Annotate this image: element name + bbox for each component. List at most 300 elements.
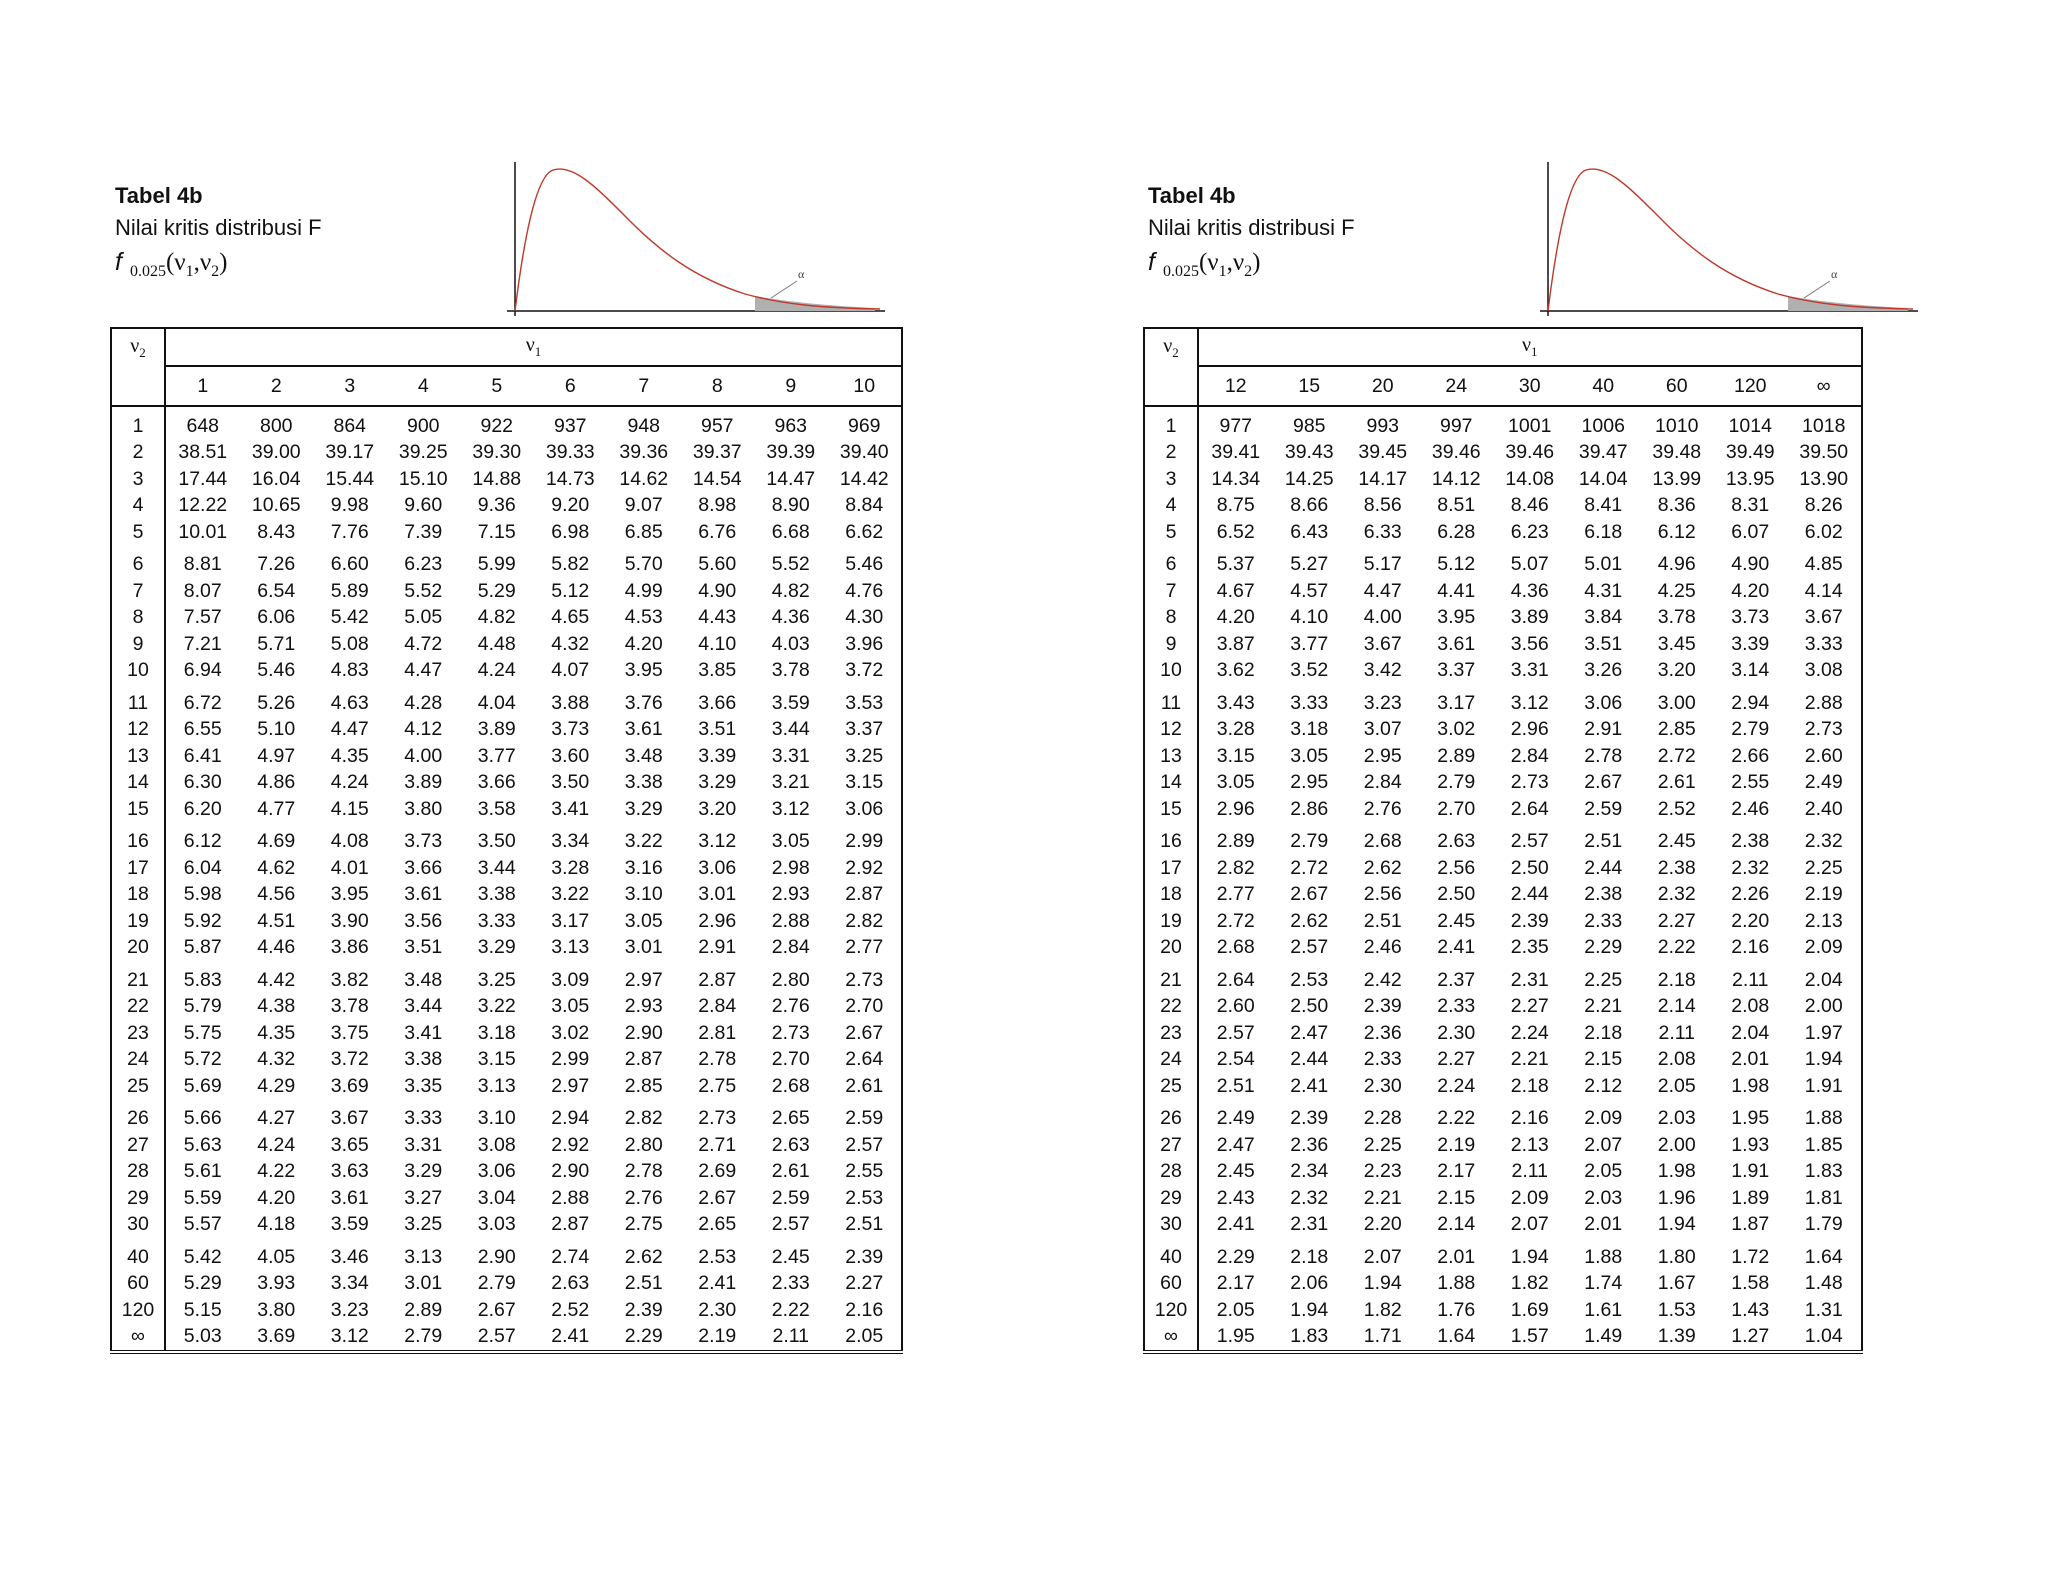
row-header-v2: 20 — [111, 935, 165, 962]
critical-value-cell: 1.58 — [1731, 1272, 1770, 1295]
critical-value-cell: 3.17 — [551, 909, 590, 932]
critical-value-cell: 8.75 — [1216, 494, 1255, 517]
critical-value-cell: 993 — [1366, 414, 1400, 437]
critical-value-cell: 3.15 — [477, 1048, 516, 1071]
critical-value-cell: 1.49 — [1567, 1324, 1641, 1353]
table-row — [111, 743, 902, 770]
critical-value-cell: 4.77 — [257, 797, 296, 820]
row-header-v2: 6 — [1144, 546, 1198, 579]
column-header: 2 — [240, 366, 314, 406]
critical-value-cell: 2.90 — [477, 1245, 516, 1268]
critical-value-cell: 2.05 — [1584, 1160, 1623, 1183]
table-row — [111, 1324, 902, 1353]
critical-value-cell: 6.28 — [1437, 520, 1476, 543]
critical-value-cell: 7.26 — [257, 553, 296, 576]
critical-value-cell: 2.44 — [1510, 883, 1549, 906]
critical-value-cell: 3.02 — [551, 1021, 590, 1044]
critical-value-cell: 3.35 — [404, 1074, 443, 1097]
critical-value-cell: 2.39 — [1510, 909, 1549, 932]
row-header-v2: 27 — [1144, 1132, 1198, 1159]
critical-value-cell: 2.68 — [1216, 936, 1255, 959]
critical-value-cell: 2.72 — [1290, 856, 1329, 879]
critical-value-cell: 2.18 — [1290, 1245, 1329, 1268]
critical-value-cell: 2.79 — [1290, 830, 1329, 853]
row-header-v2: 18 — [111, 882, 165, 909]
critical-value-cell: 3.62 — [1216, 659, 1255, 682]
critical-value-cell: 3.60 — [551, 744, 590, 767]
critical-value-cell: 6.18 — [1584, 520, 1623, 543]
critical-value-cell: 3.38 — [477, 883, 516, 906]
critical-value-cell: 39.17 — [325, 441, 375, 464]
critical-value-cell: 5.82 — [551, 553, 590, 576]
row-header-v2: 3 — [1144, 466, 1198, 493]
critical-value-cell: 2.57 — [460, 1324, 534, 1353]
critical-value-cell: 3.18 — [1290, 718, 1329, 741]
v1-header: $\nu_1$ — [1198, 328, 1862, 366]
critical-value-cell: 2.87 — [624, 1048, 663, 1071]
critical-value-cell: 4.65 — [551, 606, 590, 629]
critical-value-cell: 2.45 — [771, 1245, 810, 1268]
critical-value-cell: 3.82 — [330, 968, 369, 991]
critical-value-cell: 2.76 — [624, 1186, 663, 1209]
critical-value-cell: 1.88 — [1804, 1107, 1843, 1130]
critical-value-cell: 2.59 — [1584, 797, 1623, 820]
table-row — [1144, 493, 1862, 520]
critical-value-cell: 14.17 — [1358, 467, 1408, 490]
critical-value-cell: 2.53 — [845, 1186, 884, 1209]
critical-value-cell: 2.79 — [1437, 771, 1476, 794]
critical-value-cell: 2.61 — [1657, 771, 1696, 794]
table-formula — [1148, 246, 1355, 288]
critical-value-cell: 1.83 — [1273, 1324, 1347, 1353]
critical-value-cell: 6.12 — [183, 830, 222, 853]
critical-value-cell: 2.80 — [624, 1133, 663, 1156]
critical-value-cell: 3.89 — [404, 771, 443, 794]
column-header: ∞ — [1787, 366, 1862, 406]
critical-value-cell: 2.45 — [1657, 830, 1696, 853]
critical-value-cell: 3.23 — [330, 1298, 369, 1321]
critical-value-cell: 1.71 — [1346, 1324, 1420, 1353]
row-header-v2: 17 — [111, 855, 165, 882]
critical-value-cell: 2.89 — [1437, 744, 1476, 767]
critical-value-cell: 2.56 — [1437, 856, 1476, 879]
critical-value-cell: 2.55 — [845, 1160, 884, 1183]
table-row — [111, 1047, 902, 1074]
critical-value-cell: 2.91 — [698, 936, 737, 959]
column-header: 8 — [681, 366, 755, 406]
critical-value-cell: 3.05 — [624, 909, 663, 932]
critical-value-cell: 4.90 — [698, 579, 737, 602]
row-header-v2: 1 — [1144, 406, 1198, 440]
critical-value-cell: 2.43 — [1216, 1186, 1255, 1209]
critical-value-cell: 4.35 — [257, 1021, 296, 1044]
critical-value-cell: 39.45 — [1358, 441, 1408, 464]
critical-value-cell: 900 — [406, 414, 440, 437]
critical-value-cell: 1.95 — [1731, 1107, 1770, 1130]
critical-value-cell: 2.33 — [771, 1272, 810, 1295]
critical-value-cell: 5.17 — [1363, 553, 1402, 576]
table-row — [1144, 796, 1862, 823]
critical-value-cell: 1.82 — [1510, 1272, 1549, 1295]
row-header-v2: 14 — [1144, 770, 1198, 797]
critical-value-cell: 5.07 — [1510, 553, 1549, 576]
critical-value-cell: 985 — [1292, 414, 1326, 437]
critical-value-cell: 8.81 — [183, 553, 222, 576]
table-row — [1144, 1159, 1862, 1186]
critical-value-cell: 2.47 — [1216, 1133, 1255, 1156]
column-header: 10 — [828, 366, 903, 406]
critical-value-cell: 3.72 — [330, 1048, 369, 1071]
row-header-v2: 28 — [111, 1159, 165, 1186]
critical-value-cell: 6.23 — [1510, 520, 1549, 543]
critical-value-cell: 4.86 — [257, 771, 296, 794]
critical-value-cell: 2.97 — [551, 1074, 590, 1097]
table-row — [1144, 882, 1862, 909]
critical-value-cell: 14.42 — [839, 467, 889, 490]
critical-value-cell: 2.27 — [1510, 995, 1549, 1018]
f-distribution-curve-figure — [1528, 156, 1928, 316]
critical-value-cell: 3.05 — [771, 830, 810, 853]
critical-value-cell: 4.08 — [330, 830, 369, 853]
critical-value-cell: 6.85 — [624, 520, 663, 543]
critical-value-cell: 3.63 — [330, 1160, 369, 1183]
critical-value-cell: 4.20 — [1216, 606, 1255, 629]
critical-value-cell: 3.34 — [330, 1272, 369, 1295]
table-row — [1144, 717, 1862, 744]
critical-value-cell: 2.11 — [1731, 968, 1769, 991]
table-row — [1144, 1047, 1862, 1074]
critical-value-cell: 2.77 — [845, 936, 884, 959]
critical-value-cell: 5.46 — [845, 553, 884, 576]
critical-value-cell: 2.00 — [1657, 1133, 1696, 1156]
critical-value-cell: 14.47 — [766, 467, 816, 490]
critical-value-cell: 3.67 — [1804, 606, 1843, 629]
f-critical-table — [1143, 327, 1863, 1354]
critical-value-cell: 4.51 — [257, 909, 296, 932]
row-header-v2: 13 — [111, 743, 165, 770]
critical-value-cell: 14.12 — [1431, 467, 1481, 490]
table-row — [111, 546, 902, 579]
critical-value-cell: 2.01 — [1731, 1048, 1770, 1071]
table-row — [111, 605, 902, 632]
critical-value-cell: 4.03 — [771, 632, 810, 655]
critical-value-cell: 6.62 — [845, 520, 884, 543]
critical-value-cell: 3.06 — [698, 856, 737, 879]
critical-value-cell: 5.10 — [257, 718, 296, 741]
critical-value-cell: 4.10 — [1290, 606, 1329, 629]
row-header-v2: 30 — [111, 1212, 165, 1239]
critical-value-cell: 2.85 — [1657, 718, 1696, 741]
row-header-v2: 60 — [1144, 1271, 1198, 1298]
critical-value-cell: 3.84 — [1584, 606, 1623, 629]
critical-value-cell: 922 — [480, 414, 514, 437]
table-row — [111, 770, 902, 797]
critical-value-cell: 2.62 — [624, 1245, 663, 1268]
critical-value-cell: 2.67 — [1584, 771, 1623, 794]
critical-value-cell: 2.37 — [1437, 968, 1476, 991]
critical-value-cell: 2.18 — [1510, 1074, 1549, 1097]
critical-value-cell: 1.96 — [1657, 1186, 1696, 1209]
critical-value-cell: 2.84 — [1510, 744, 1549, 767]
critical-value-cell: 2.29 — [1584, 936, 1623, 959]
critical-value-cell: 3.67 — [1363, 632, 1402, 655]
critical-value-cell: 3.13 — [404, 1245, 443, 1268]
critical-value-cell: 4.04 — [477, 691, 516, 714]
critical-value-cell: 2.05 — [1216, 1298, 1255, 1321]
critical-value-cell: 2.41 — [534, 1324, 608, 1353]
table-row — [111, 1185, 902, 1212]
critical-value-cell: 3.08 — [1804, 659, 1843, 682]
critical-value-cell: 6.54 — [257, 579, 296, 602]
critical-value-cell: 2.95 — [1363, 744, 1402, 767]
table-row — [1144, 1212, 1862, 1239]
critical-value-cell: 4.31 — [1584, 579, 1623, 602]
critical-value-cell: 3.96 — [845, 632, 884, 655]
critical-value-cell: 2.59 — [845, 1107, 884, 1130]
critical-value-cell: 4.27 — [257, 1107, 296, 1130]
critical-value-cell: 3.73 — [404, 830, 443, 853]
critical-value-cell: 3.10 — [477, 1107, 516, 1130]
critical-value-cell: 2.84 — [1363, 771, 1402, 794]
critical-value-cell: 2.16 — [845, 1298, 884, 1321]
critical-value-cell: 5.87 — [183, 936, 222, 959]
critical-value-cell: 2.34 — [1290, 1160, 1329, 1183]
critical-value-cell: 3.05 — [551, 995, 590, 1018]
critical-value-cell: 2.41 — [1437, 936, 1476, 959]
critical-value-cell: 3.67 — [330, 1107, 369, 1130]
column-header: 9 — [754, 366, 828, 406]
critical-value-cell: 2.76 — [771, 995, 810, 1018]
critical-value-cell: 3.28 — [551, 856, 590, 879]
curve-alpha-label: α — [798, 267, 805, 281]
critical-value-cell: 3.86 — [330, 936, 369, 959]
critical-value-cell: 3.44 — [477, 856, 516, 879]
critical-value-cell: 1.39 — [1640, 1324, 1714, 1353]
critical-value-cell: 1.98 — [1731, 1074, 1770, 1097]
row-header-v2: 29 — [1144, 1185, 1198, 1212]
critical-value-cell: 3.25 — [404, 1213, 443, 1236]
critical-value-cell: 3.27 — [404, 1186, 443, 1209]
critical-value-cell: 3.87 — [1216, 632, 1255, 655]
critical-value-cell: 2.67 — [845, 1021, 884, 1044]
critical-value-cell: 4.82 — [771, 579, 810, 602]
table-row — [1144, 684, 1862, 717]
critical-value-cell: 2.17 — [1216, 1272, 1255, 1295]
critical-value-cell: 8.98 — [698, 494, 737, 517]
row-header-v2: 25 — [111, 1073, 165, 1100]
critical-value-cell: 2.53 — [1290, 968, 1329, 991]
table-subtitle: Nilai kritis distribusi F — [1148, 215, 1355, 240]
column-header: 7 — [607, 366, 681, 406]
critical-value-cell: 1.76 — [1437, 1298, 1476, 1321]
critical-value-cell: 1.94 — [1657, 1213, 1696, 1236]
table-row — [1144, 519, 1862, 546]
critical-value-cell: 3.37 — [845, 718, 884, 741]
critical-value-cell: 2.38 — [1584, 883, 1623, 906]
critical-value-cell: 2.41 — [698, 1272, 737, 1295]
table-row — [1144, 823, 1862, 856]
critical-value-cell: 16.04 — [251, 467, 301, 490]
column-header: 15 — [1273, 366, 1347, 406]
critical-value-cell: 2.64 — [845, 1048, 884, 1071]
column-header: 1 — [165, 366, 240, 406]
critical-value-cell: 3.25 — [845, 744, 884, 767]
f-critical-table — [110, 327, 903, 1354]
critical-value-cell: 3.69 — [240, 1324, 314, 1353]
critical-value-cell: 3.10 — [624, 883, 663, 906]
critical-value-cell: 8.84 — [845, 494, 884, 517]
table-formula — [115, 246, 322, 288]
critical-value-cell: 2.27 — [845, 1272, 884, 1295]
critical-value-cell: 4.76 — [845, 579, 884, 602]
critical-value-cell: 2.88 — [771, 909, 810, 932]
critical-value-cell: 4.56 — [257, 883, 296, 906]
critical-value-cell: 5.03 — [165, 1324, 240, 1353]
critical-value-cell: 957 — [700, 414, 734, 437]
critical-value-cell: 8.56 — [1363, 494, 1402, 517]
critical-value-cell: 3.29 — [624, 797, 663, 820]
critical-value-cell: 2.57 — [1290, 936, 1329, 959]
critical-value-cell: 3.44 — [404, 995, 443, 1018]
row-header-v2: 9 — [111, 631, 165, 658]
critical-value-cell: 2.73 — [1510, 771, 1549, 794]
critical-value-cell: 2.74 — [551, 1245, 590, 1268]
critical-value-cell: 3.00 — [1657, 691, 1696, 714]
table-row — [1144, 605, 1862, 632]
formula-args-sub1: 1 — [1218, 263, 1227, 280]
critical-value-cell: 4.47 — [1363, 579, 1402, 602]
critical-value-cell: 2.20 — [1363, 1213, 1402, 1236]
critical-value-cell: 2.88 — [1804, 691, 1843, 714]
row-header-v2: 11 — [111, 684, 165, 717]
critical-value-cell: 2.05 — [1657, 1074, 1696, 1097]
critical-value-cell: 3.43 — [1216, 691, 1255, 714]
critical-value-cell: 2.32 — [1657, 883, 1696, 906]
critical-value-cell: 3.38 — [404, 1048, 443, 1071]
formula-alpha: 0.025 — [129, 263, 166, 280]
critical-value-cell: 1.94 — [1510, 1245, 1549, 1268]
critical-value-cell: 3.72 — [845, 659, 884, 682]
critical-value-cell: 1.74 — [1584, 1272, 1623, 1295]
critical-value-cell: 1018 — [1802, 414, 1846, 437]
critical-value-cell: 3.38 — [624, 771, 663, 794]
critical-value-cell: 2.93 — [624, 995, 663, 1018]
critical-value-cell: 2.19 — [681, 1324, 755, 1353]
critical-value-cell: 1.88 — [1437, 1272, 1476, 1295]
critical-value-cell: 2.30 — [698, 1298, 737, 1321]
critical-value-cell: 2.16 — [1731, 936, 1770, 959]
row-header-v2: 2 — [111, 440, 165, 467]
table-row — [1144, 1297, 1862, 1324]
critical-value-cell: 1.31 — [1804, 1298, 1843, 1321]
critical-value-cell: 2.08 — [1731, 995, 1770, 1018]
critical-value-cell: 4.46 — [257, 936, 296, 959]
critical-value-cell: 6.02 — [1804, 520, 1843, 543]
critical-value-cell: 1014 — [1728, 414, 1772, 437]
critical-value-cell: 2.22 — [1657, 936, 1696, 959]
table-row — [111, 961, 902, 994]
critical-value-cell: 2.33 — [1437, 995, 1476, 1018]
critical-value-cell: 3.59 — [330, 1213, 369, 1236]
critical-value-cell: 2.11 — [1511, 1160, 1548, 1183]
row-header-v2: 24 — [1144, 1047, 1198, 1074]
critical-value-cell: 2.04 — [1731, 1021, 1770, 1044]
critical-value-cell: 39.46 — [1505, 441, 1555, 464]
table-row — [111, 519, 902, 546]
critical-value-cell: 3.25 — [477, 968, 516, 991]
critical-value-cell: 2.21 — [1363, 1186, 1402, 1209]
critical-value-cell: 4.57 — [1290, 579, 1329, 602]
critical-value-cell: 2.49 — [1804, 771, 1843, 794]
critical-value-cell: 3.33 — [477, 909, 516, 932]
critical-value-cell: 3.22 — [551, 883, 590, 906]
critical-value-cell: 5.61 — [183, 1160, 222, 1183]
critical-value-cell: 4.12 — [404, 718, 443, 741]
critical-value-cell: 2.13 — [1510, 1133, 1549, 1156]
critical-value-cell: 1010 — [1655, 414, 1699, 437]
row-header-v2: 24 — [111, 1047, 165, 1074]
critical-value-cell: 1.80 — [1657, 1245, 1696, 1268]
critical-value-cell: 3.95 — [1437, 606, 1476, 629]
critical-value-cell: 2.39 — [1290, 1107, 1329, 1130]
critical-value-cell: 1.94 — [1290, 1298, 1329, 1321]
critical-value-cell: 3.02 — [1437, 718, 1476, 741]
critical-value-cell: 3.95 — [624, 659, 663, 682]
critical-value-cell: 2.84 — [771, 936, 810, 959]
row-header-v2: 30 — [1144, 1212, 1198, 1239]
row-header-v2: 26 — [111, 1100, 165, 1133]
critical-value-cell: 5.26 — [257, 691, 296, 714]
critical-value-cell: 2.30 — [1363, 1074, 1402, 1097]
v1-header: $\nu_1$ — [165, 328, 902, 366]
critical-value-cell: 2.87 — [698, 968, 737, 991]
critical-value-cell: 2.51 — [1363, 909, 1402, 932]
critical-value-cell: 2.67 — [477, 1298, 516, 1321]
critical-value-cell: 1.97 — [1804, 1021, 1843, 1044]
critical-value-cell: 3.12 — [698, 830, 737, 853]
critical-value-cell: 3.59 — [771, 691, 810, 714]
critical-value-cell: 6.33 — [1363, 520, 1402, 543]
table-row — [111, 440, 902, 467]
critical-value-cell: 4.20 — [257, 1186, 296, 1209]
critical-value-cell: 2.01 — [1437, 1245, 1476, 1268]
curve-density-line — [515, 169, 880, 311]
table-row — [111, 908, 902, 935]
table-row — [111, 631, 902, 658]
critical-value-cell: 1.64 — [1804, 1245, 1843, 1268]
critical-value-cell: 2.90 — [551, 1160, 590, 1183]
critical-value-cell: 2.73 — [698, 1107, 737, 1130]
table-row — [111, 855, 902, 882]
formula-args-sub1: 1 — [185, 263, 194, 280]
column-header: 60 — [1640, 366, 1714, 406]
critical-value-cell: 5.42 — [183, 1245, 222, 1268]
critical-value-cell: 2.44 — [1584, 856, 1623, 879]
critical-value-cell: 5.75 — [183, 1021, 222, 1044]
critical-value-cell: 6.52 — [1216, 520, 1255, 543]
table-row — [111, 823, 902, 856]
critical-value-cell: 1.57 — [1493, 1324, 1567, 1353]
critical-value-cell: 2.06 — [1290, 1272, 1329, 1295]
table-caption — [1148, 180, 1355, 288]
table-row — [111, 658, 902, 685]
critical-value-cell: 3.06 — [1584, 691, 1623, 714]
critical-value-cell: 2.45 — [1437, 909, 1476, 932]
table-row — [111, 684, 902, 717]
critical-value-cell: 2.28 — [1363, 1107, 1402, 1130]
critical-value-cell: 14.88 — [472, 467, 522, 490]
critical-value-cell: 3.20 — [1657, 659, 1696, 682]
